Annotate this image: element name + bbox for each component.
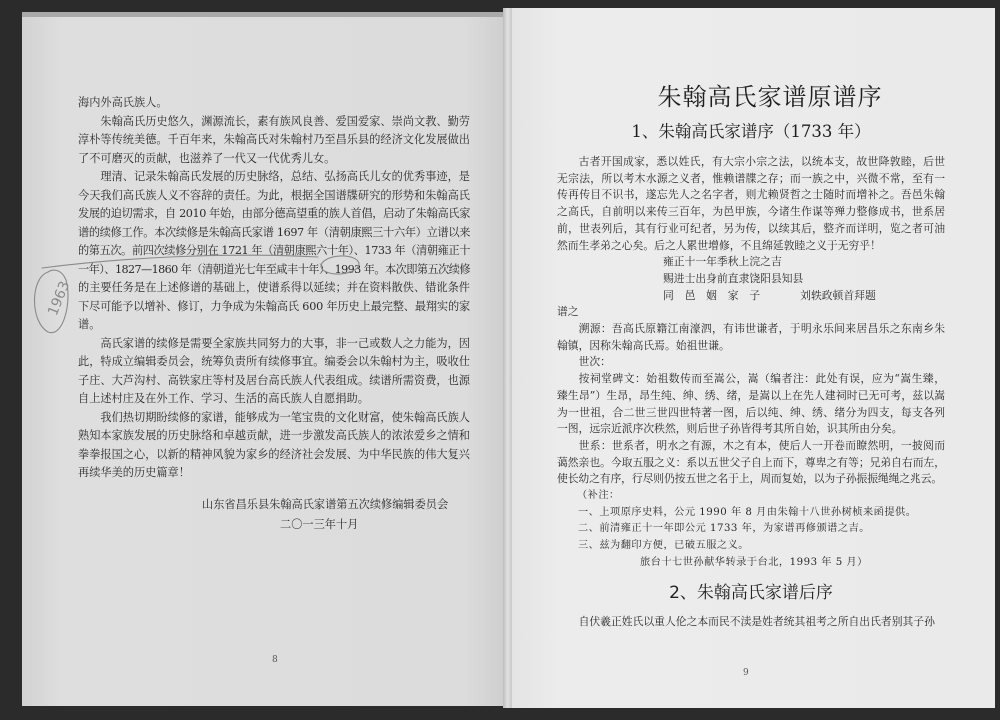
paragraph: [78, 335, 470, 409]
text-line: 谱之: [557, 305, 579, 319]
text-line: 古者开国成家，悉以姓氏，有大宗小宗之法，以统本支，故世降敦睦，后世: [578, 155, 945, 168]
paragraph: [78, 94, 470, 113]
preface-author-title: 赐进士出身前直隶饶阳县知县: [663, 271, 804, 285]
right-page: [512, 8, 995, 708]
text-line: 子庄、大芦沟村、高铁家庄等村及居台高氏族人代表组成。续谱所需资费，也源: [78, 373, 470, 387]
paragraph: [557, 154, 945, 254]
signature-block: [78, 495, 470, 535]
text-line: 传再传目不识书，遂忘先人之名字者，则尤赖贤哲之士随时而增补之。吾邑朱翰: [557, 188, 945, 202]
text-line: 翰镇，因称朱翰高氏焉。始祖世谦。: [557, 338, 730, 352]
text-line: 谱的续修工作。本次续修是朱翰高氏家谱 1697 年（清朝康熙三十六年）立谱以来: [78, 225, 470, 239]
paragraph: [78, 168, 470, 335]
page-title: 朱翰高氏家谱原谱序: [657, 83, 883, 111]
paragraph: [557, 354, 945, 371]
handwritten-year: 1963: [45, 279, 74, 319]
right-page-body: [557, 80, 945, 630]
note-item: 三、兹为翻印方便，已破五服之义。: [578, 540, 749, 552]
signature-date: 二〇一三年十月: [280, 517, 359, 531]
text-line: 发展的迫切需求，自 2010 年始，由部分德高望重的族人首倡，启动了朱翰高氏家: [78, 207, 470, 220]
text-line: 之高氏，自前明以来传三百年，为邑甲族，今诸生作谋等殚力整修成书，世系居: [557, 205, 945, 219]
book-spine: [503, 8, 512, 708]
notes-open: （补注：: [577, 490, 620, 502]
text-line: 世次：: [578, 355, 611, 369]
text-line: 溯源：吾高氏原籍江南濠泗，有讳世谦者，于明永乐间来居昌乐之东南乡朱: [578, 322, 945, 336]
editorial-committee-signature: 山东省昌乐县朱翰高氏家谱第五次续修编辑委员会: [202, 497, 449, 511]
text-line: 的主要任务是在上述修谱的基础上，使谱系得以延续；并在资料散佚、错讹条件: [78, 281, 470, 294]
author-name: 刘轶政顿首拜题: [800, 288, 876, 302]
page-number: 8: [272, 655, 278, 665]
text-line: 了不可磨灭的贡献，也滋养了一代又一代优秀儿女。: [78, 151, 336, 165]
page-number: 9: [743, 668, 749, 678]
foreword-text: [78, 94, 470, 483]
text-line: 然而生孝弟之心矣。后之人累世增修，不且绵延敦睦之义于无穷乎！: [557, 238, 881, 252]
text-line: 我们热切期盼续修的家谱，能够成为一笔宝贵的文化财富，使朱翰高氏族人: [100, 410, 470, 424]
text-line: 一年）、1827—1860 年（清朝道光七年至咸丰十年）、1993 年。本次即第五次续修: [78, 262, 470, 276]
note-item: 二、前清雍正十一年即公元 1733 年，为家谱再修颁谱之吉。: [578, 523, 870, 535]
text-line: 一图，远宗近派序次秩然，则后世子孙皆得考其所自始，识其所由分矣。: [557, 422, 903, 436]
text-line: 高氏家谱的续修是需要全家族共同努力的大事，非一己或数人之力能为，因: [100, 336, 470, 350]
text-line: 理清、记录朱翰高氏发展的历史脉络，总结、弘扬高氏儿女的优秀事迹，是: [100, 170, 470, 183]
paragraph: [78, 113, 470, 169]
text-line: 再续华美的历史篇章！: [78, 466, 190, 479]
text-line: 谱。: [78, 318, 101, 331]
paragraph: [557, 321, 945, 354]
text-line: 今天我们高氏族人义不容辞的责任。为此，根据全国谱牒研究的形势和朱翰高氏: [78, 188, 470, 202]
left-page-body: [78, 94, 470, 535]
genealogy-text: [557, 304, 945, 488]
text-line: 此，特成立编辑委员会，统筹负责所有续修事宜。编委会以朱翰村为主，吸收仕: [78, 355, 470, 368]
preface-text: [557, 154, 945, 254]
preface-author: [557, 288, 945, 305]
section-title: 2、朱翰高氏家谱后序: [669, 582, 833, 603]
text-line: 世系：世系者，明水之有源，木之有本，使后人一开卷而瞭然明，一披阅而: [578, 438, 945, 452]
text-line: 拳拳报国之心，以新的精神风貌为家乡的经济社会发展、为中华民族的伟大复兴: [78, 447, 470, 461]
text-line: 蔼然亲也。今取五服之义：系以五世父子自上而下，尊卑之有等；兄弟自右而左，: [557, 455, 945, 469]
left-page: [22, 12, 503, 706]
notes-attribution: 旅台十七世孙献华转录于台北，1993 年 5 月）: [640, 556, 868, 568]
paragraph: [557, 438, 945, 488]
text-line: 熟知本家族发展的历史脉络和卓越贡献，进一步激发高氏族人的浓浓爱乡之情和: [78, 429, 470, 442]
text-line: 使长幼之有序，行尽则仍按五世之名于上，周而复始，以为子孙振振绳绳之兆云。: [557, 472, 943, 486]
paragraph: [557, 371, 945, 438]
text-line: 自伏羲正姓氏以重人伦之本而民不渎是姓者统其祖考之所自出氏者别其子孙: [578, 614, 935, 628]
section-title: 1、朱翰高氏家谱序（1733 年）: [631, 122, 871, 141]
text-line: 淳朴等传统美德。千百年来，朱翰高氏对朱翰村乃至昌乐县的经济文化发展做出: [78, 133, 470, 146]
book-cover-edge: [22, 12, 503, 17]
text-line: 自上述村庄及在外工作、学习、生活的高氏族人自愿捐助。: [78, 392, 369, 405]
text-line: 下尽可能予以增补、修订，力争成为朱翰高氏 600 年历史上最完整、最翔实的家: [78, 299, 470, 313]
text-line: 朱翰高氏历史悠久，渊源流长，素有族风良善、爱国爱家、崇尚文教、勤劳: [100, 114, 470, 128]
note-item: 一、上项原序史料，公元 1990 年 8 月由朱翰十八世孙树桢来函提供。: [578, 506, 917, 518]
text-line: 海内外高氏族人。: [78, 96, 168, 109]
paragraph: [78, 409, 470, 483]
text-line: 前，世表列后，其有行业可纪者，另为传，以续其后，整齐而详明，览之者可油: [557, 221, 945, 235]
text-line: 无宗法，所以考木水源之义者，惟赖谱牒之存；而一族之中，兴微不常，至有一: [557, 171, 945, 185]
preface-date: 雍正十一年季秋上浣之吉: [663, 255, 782, 269]
text-line: 按祠堂碑文：始祖数传而至嵩公，嵩（编者注：此处有误，应为“嵩生臻，: [578, 372, 945, 386]
author-relation: 同 邑 姻 家 子: [663, 288, 761, 302]
text-line: 臻生昂”）生昂，昂生纯、绅、绣、绪，是嵩以上在先人建祠时已无可考，兹以嵩: [557, 388, 945, 402]
text-line: 为一世祖，合二世三世四世特著一图，后以纯、绅、绣、绪分为四支，每支各列: [557, 405, 945, 419]
text-line: 的第五次。前四次续修分别在 1721 年（清朝康熙六十年）、1733 年（清朝雍正十: [78, 244, 471, 257]
paragraph: [557, 304, 945, 321]
